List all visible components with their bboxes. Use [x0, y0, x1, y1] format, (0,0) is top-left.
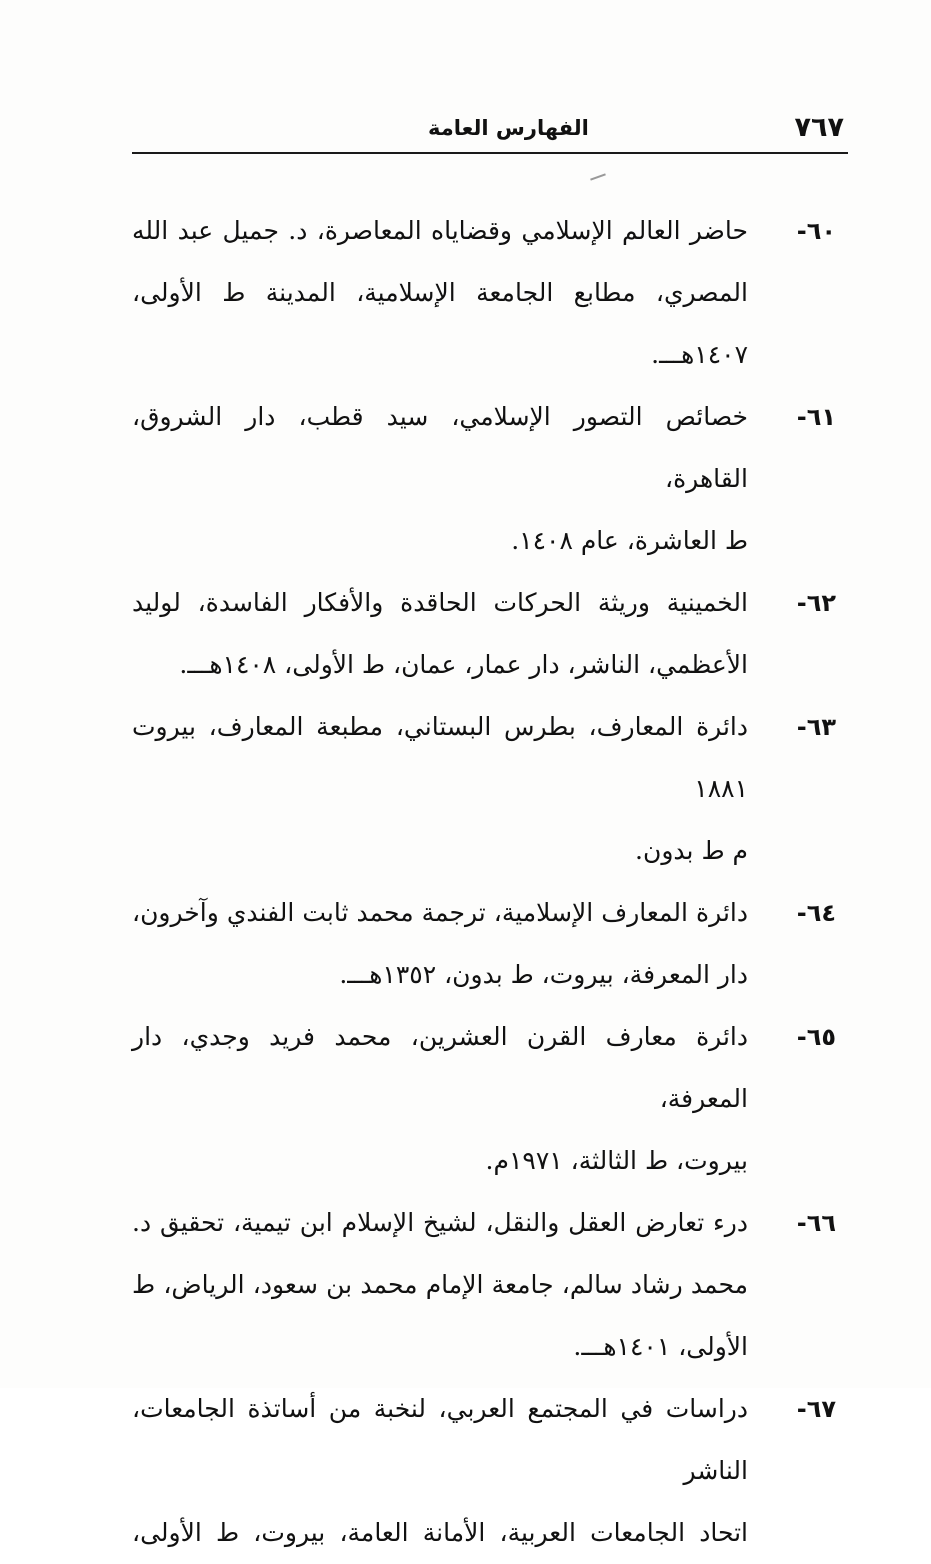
entry-number: ٦٣-	[796, 713, 836, 741]
entry-number: ٦٠-	[796, 217, 836, 245]
entry-line: م ط بدون.	[635, 836, 748, 865]
bibliography-entry	[132, 882, 848, 1006]
entry-number: ٦٦-	[796, 1209, 836, 1237]
entry-line: الأعظمي، الناشر، دار عمار، عمان، ط الأولى، ١٤٠٨هـــ.	[179, 650, 748, 679]
entry-line: دائرة المعارف الإسلامية، ترجمة محمد ثابت الفندي وآخرون،	[132, 898, 748, 927]
entry-line: المصري، مطابع الجامعة الإسلامية، المدينة ط الأولى، ١٤٠٧هـــ.	[132, 278, 748, 369]
entry-number: ٦٧-	[796, 1395, 836, 1423]
entry-line: درء تعارض العقل والنقل، لشيخ الإسلام ابن تيمية، تحقيق د.	[132, 1208, 748, 1237]
entry-line: اتحاد الجامعات العربية، الأمانة العامة، بيروت، ط الأولى،	[132, 1518, 748, 1547]
entry-line: حاضر العالم الإسلامي وقضاياه المعاصرة، د. جميل عبد الله	[132, 216, 748, 245]
entry-line: دائرة المعارف، بطرس البستاني، مطبعة المعارف، بيروت ١٨٨١	[132, 712, 748, 803]
bibliography-entry	[132, 200, 848, 386]
bibliography-entry	[132, 1192, 848, 1378]
bibliography-entry	[132, 1006, 848, 1192]
entry-line: ط العاشرة، عام ١٤٠٨.	[511, 526, 748, 555]
entry-line: محمد رشاد سالم، جامعة الإمام محمد بن سعود، الرياض، ط	[132, 1270, 748, 1299]
header-divider	[132, 152, 848, 154]
entry-line: خصائص التصور الإسلامي، سيد قطب، دار الشروق، القاهرة،	[132, 402, 748, 493]
entry-number: ٦٢-	[796, 589, 836, 617]
entry-line: دار المعرفة، بيروت، ط بدون، ١٣٥٢هـــ.	[339, 960, 748, 989]
entry-line: الخمينية وريثة الحركات الحاقدة والأفكار الفاسدة، لوليد	[132, 588, 748, 617]
entry-line: بيروت، ط الثالثة، ١٩٧١م.	[485, 1146, 748, 1175]
entry-line: دراسات في المجتمع العربي، لنخبة من أساتذة الجامعات، الناشر	[132, 1394, 748, 1485]
stray-pen-mark	[590, 173, 606, 180]
page-number: ٧٦٧	[794, 112, 844, 143]
bibliography-entry	[132, 1378, 848, 1564]
entry-number: ٦١-	[796, 403, 836, 431]
entry-number: ٦٥-	[796, 1023, 836, 1051]
bibliography-entry	[132, 696, 848, 882]
bibliography-entry	[132, 386, 848, 572]
entry-number: ٦٤-	[796, 899, 836, 927]
running-title: الفهارس العامة	[428, 116, 589, 140]
bibliography-list	[132, 200, 848, 1564]
bibliography-entry	[132, 572, 848, 696]
page-header	[132, 108, 848, 154]
entry-line: دائرة معارف القرن العشرين، محمد فريد وجدي، دار المعرفة،	[132, 1022, 748, 1113]
entry-line: الأولى، ١٤٠١هـــ.	[573, 1332, 748, 1361]
